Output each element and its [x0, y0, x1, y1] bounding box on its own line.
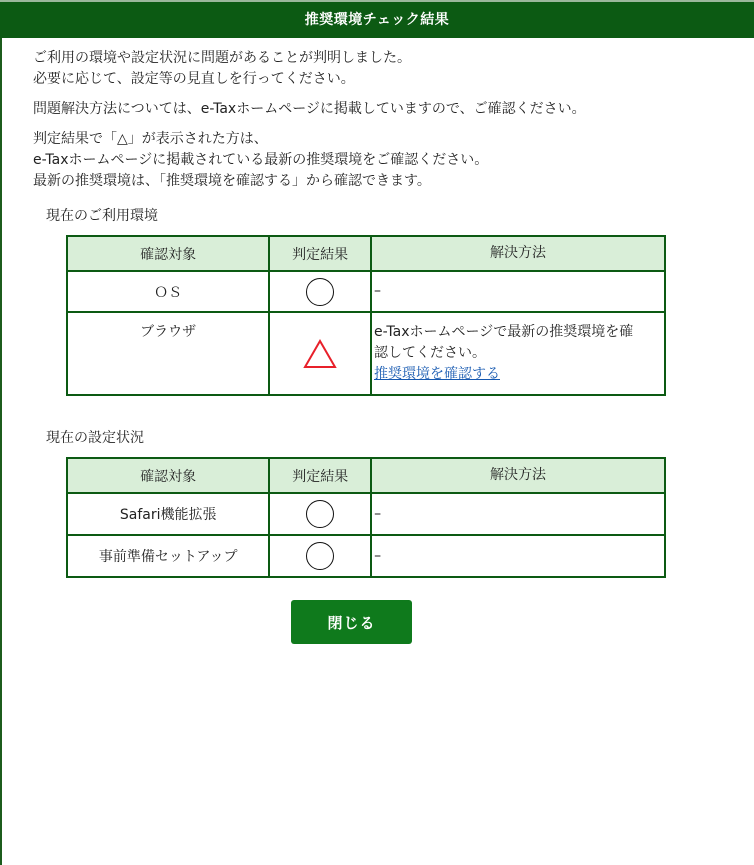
row-result: [269, 312, 371, 395]
message-line: 問題解決方法については、e-Taxホームページに掲載していますので、ご確認ください。: [33, 101, 586, 117]
ok-circle-icon: [306, 278, 334, 306]
message-paragraph-1: [33, 48, 733, 90]
solution-line: 認してください。: [374, 345, 486, 361]
check-recommended-env-link[interactable]: 推奨環境を確認する: [374, 366, 500, 382]
table-row: [67, 312, 665, 395]
row-result: [269, 493, 371, 535]
header-result: 判定結果: [269, 236, 371, 271]
solution-line: e-Taxホームページで最新の推奨環境を確: [374, 324, 634, 340]
message-line: 判定結果で「△」が表示された方は、: [33, 131, 268, 147]
row-solution: –: [371, 493, 665, 535]
header-solution: 解決方法: [371, 236, 665, 271]
header-target: 確認対象: [67, 458, 269, 493]
warning-triangle-icon: [303, 339, 337, 369]
message-area: [33, 48, 733, 201]
env-section-title: 現在のご利用環境: [46, 208, 158, 224]
message-line: 最新の推奨環境は、「推奨環境を確認する」から確認できます。: [33, 173, 431, 189]
settings-section-title: 現在の設定状況: [46, 430, 144, 446]
row-target: 事前準備セットアップ: [67, 535, 269, 577]
ok-circle-icon: [306, 542, 334, 570]
row-result: [269, 271, 371, 312]
ok-circle-icon: [306, 500, 334, 528]
dialog-title: 推奨環境チェック結果: [0, 2, 754, 38]
message-line: ご利用の環境や設定状況に問題があることが判明しました。: [33, 50, 411, 66]
table-row: [67, 493, 665, 535]
row-solution: –: [371, 535, 665, 577]
table-header-row: [67, 236, 665, 271]
row-solution: [371, 312, 665, 395]
row-result: [269, 535, 371, 577]
header-target: 確認対象: [67, 236, 269, 271]
row-solution: –: [371, 271, 665, 312]
env-table: [66, 235, 666, 396]
row-target: ブラウザ: [67, 312, 269, 395]
table-row: [67, 271, 665, 312]
message-paragraph-3: [33, 129, 733, 192]
message-line: 必要に応じて、設定等の見直しを行ってください。: [33, 71, 355, 87]
close-button[interactable]: 閉じる: [291, 600, 412, 644]
settings-table: [66, 457, 666, 578]
header-solution: 解決方法: [371, 458, 665, 493]
row-target: ＯＳ: [67, 271, 269, 312]
message-line: e-Taxホームページに掲載されている最新の推奨環境をご確認ください。: [33, 152, 489, 168]
table-header-row: [67, 458, 665, 493]
row-target: Safari機能拡張: [67, 493, 269, 535]
header-result: 判定結果: [269, 458, 371, 493]
table-row: [67, 535, 665, 577]
message-paragraph-2: [33, 99, 733, 120]
